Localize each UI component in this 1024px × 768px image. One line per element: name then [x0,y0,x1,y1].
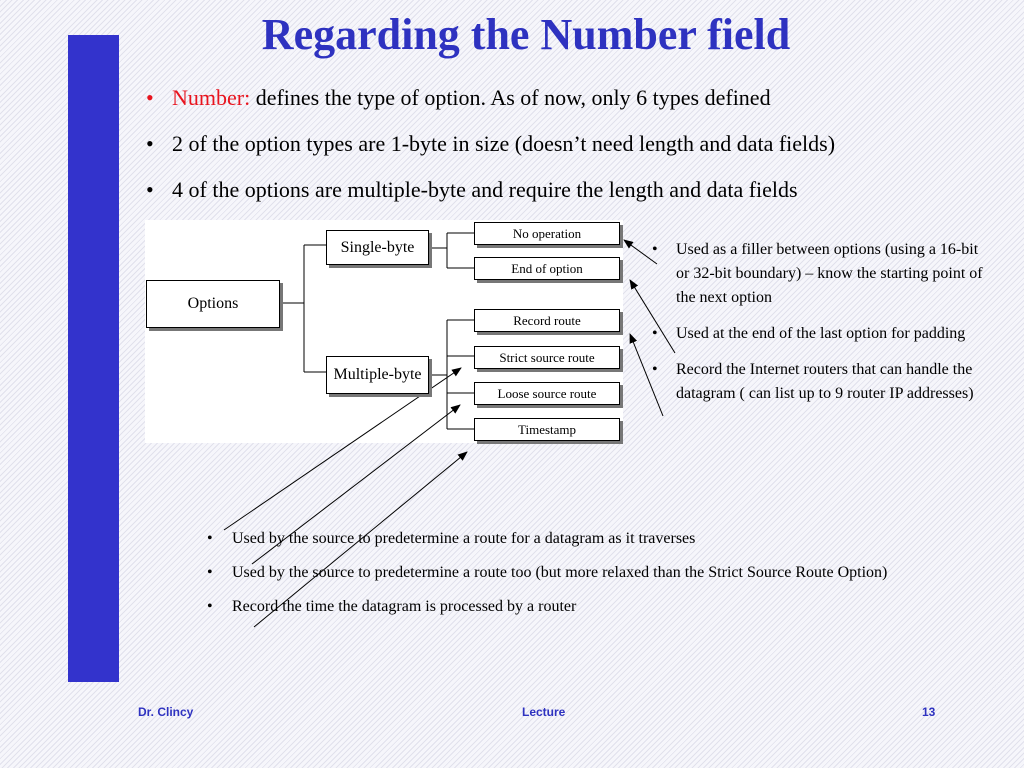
loose-source-route-box: Loose source route [474,382,620,405]
bullet-icon: • [146,177,154,202]
bullet-text: defines the type of option. As of now, only 6 types defined [250,85,771,110]
single-byte-box: Single-byte [326,230,429,265]
bottom-notes-list [205,527,905,629]
note-text: Used at the end of the last option for padding [676,325,966,342]
note-text: Record the time the datagram is processed by a router [232,598,577,615]
note-record-route [652,358,987,406]
bullet-text: 4 of the options are multiple-byte and require the length and data fields [172,177,798,202]
bullet-icon: • [207,598,213,615]
note-no-operation [652,238,987,310]
multiple-byte-box: Multiple-byte [326,356,429,394]
bullet-text: 2 of the option types are 1-byte in size (doesn’t need length and data fields) [172,131,836,156]
bullet-icon: • [146,131,154,156]
bullet-icon: • [146,85,154,110]
note-timestamp [205,595,905,619]
strict-source-route-box: Strict source route [474,346,620,369]
bullet-single-byte-count [140,128,1000,160]
page-number: 13 [922,705,936,719]
timestamp-box: Timestamp [474,418,620,441]
footer-center: Lecture [522,705,566,719]
note-strict-source-route [205,527,905,551]
options-box: Options [146,280,280,328]
record-route-box: Record route [474,309,620,332]
bullet-icon: • [652,325,658,342]
note-text: Used by the source to predetermine a route for a datagram as it traverses [232,530,696,547]
accent-side-bar [68,35,119,682]
main-bullet-list [140,82,1000,220]
number-keyword: Number: [172,85,251,110]
bullet-icon: • [652,361,658,378]
bullet-icon: • [652,241,658,258]
slide-title: Regarding the Number field [261,10,791,59]
bullet-icon: • [207,530,213,547]
note-text: Used as a filler between options (using a 16-bit or 32-bit boundary) – know the starting point of the next option [676,241,983,306]
end-of-option-box: End of option [474,257,620,280]
right-notes-list [652,238,987,418]
note-text: Used by the source to predetermine a route too (but more relaxed than the Strict Source Route Option) [232,564,888,581]
note-end-of-option [652,322,987,346]
no-operation-box: No operation [474,222,620,245]
bullet-icon: • [207,564,213,581]
note-text: Record the Internet routers that can handle the datagram ( can list up to 9 router IP addresses) [676,361,974,402]
bullet-number-definition [140,82,1000,114]
bullet-multi-byte-count [140,174,1000,206]
footer-author: Dr. Clincy [138,705,194,719]
note-loose-source-route [205,561,905,585]
